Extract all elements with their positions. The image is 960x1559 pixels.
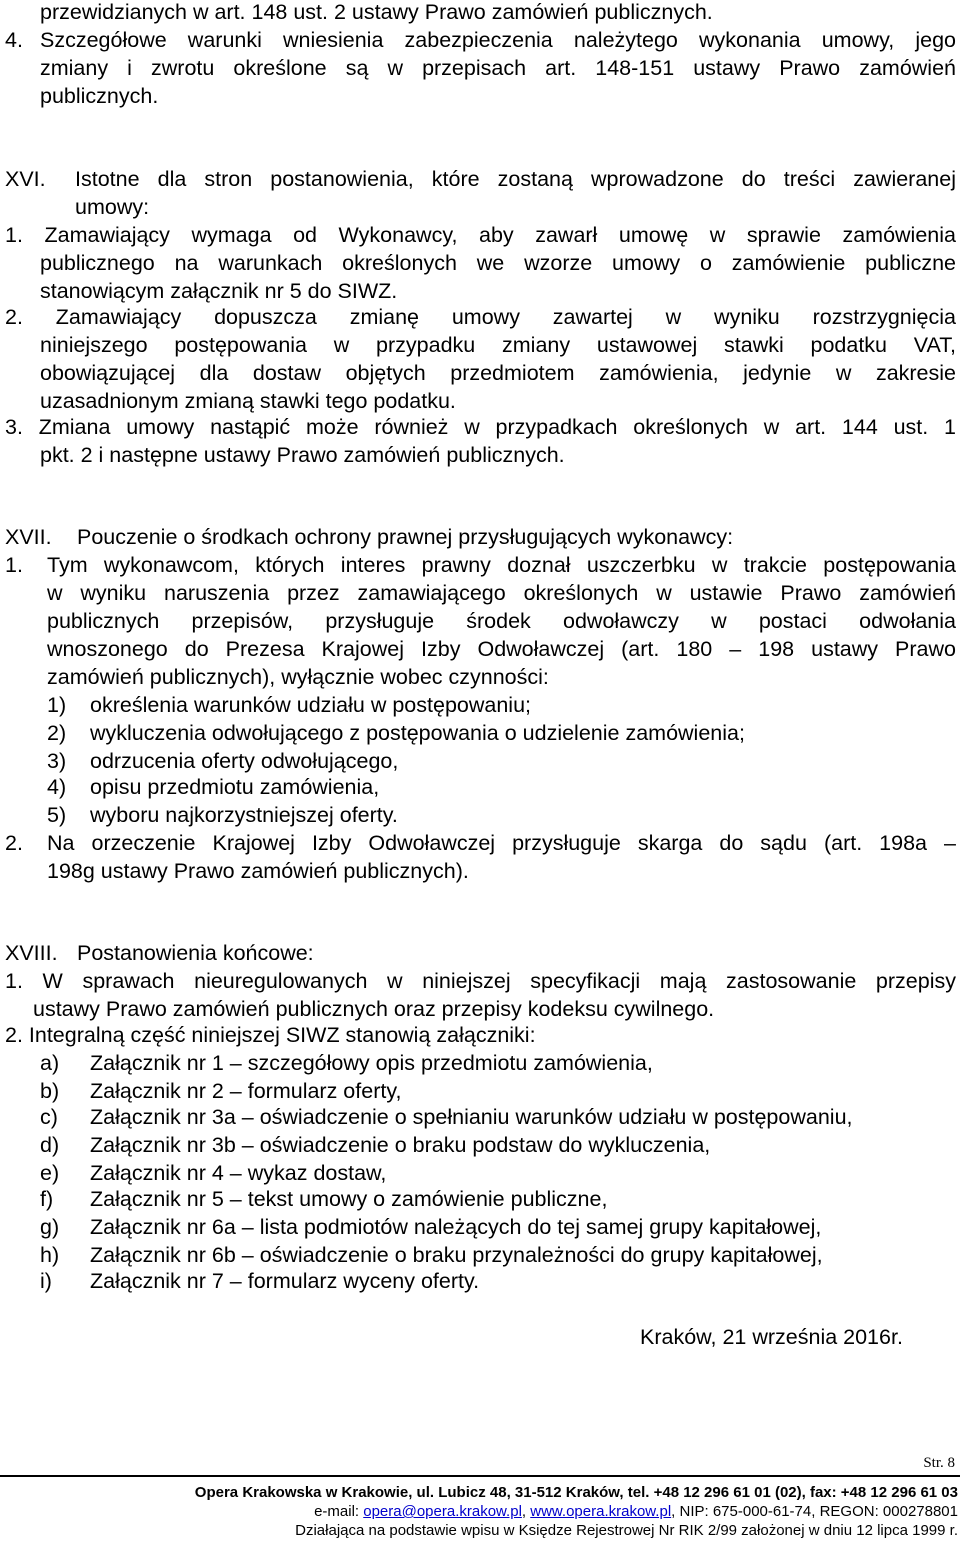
- page-number: Str. 8: [923, 1455, 955, 1471]
- footer-email-link[interactable]: opera@opera.krakow.pl: [363, 1503, 522, 1520]
- attachment-item: Załącznik nr 5 – tekst umowy o zamówienie publiczne,: [90, 1187, 608, 1211]
- attachment-item-letter: a): [40, 1051, 60, 1075]
- section-xvii-number: XVII.: [5, 525, 52, 549]
- list-item: odrzucenia oferty odwołującego,: [90, 749, 399, 773]
- attachment-item-letter: c): [40, 1105, 58, 1129]
- section-xvii-p1-number: 1.: [5, 553, 23, 577]
- attachment-item: Załącznik nr 7 – formularz wyceny oferty.: [90, 1269, 480, 1293]
- attachment-item-letter: h): [40, 1243, 60, 1267]
- section-xvii-paragraph: publicznych przepisów, przysługuje środek odwoławczy w postaci odwołania: [47, 609, 956, 633]
- intro-line: przewidzianych w art. 148 ust. 2 ustawy Prawo zamówień publicznych.: [40, 0, 713, 24]
- section-xvi-paragraph: uzasadnionym zmianą stawki tego podatku.: [40, 389, 456, 413]
- section-xvi-paragraph: pkt. 2 i następne ustawy Prawo zamówień publicznych.: [40, 443, 565, 467]
- section-xvii-title: Pouczenie o środkach ochrony prawnej przysługujących wykonawcy:: [77, 525, 734, 549]
- footer-line-address: [195, 1483, 960, 1502]
- list-item: określenia warunków udziału w postępowaniu;: [90, 693, 532, 717]
- section-xvi-paragraph: 3. Zmiana umowy nastąpić może również w przypadkach określonych w art. 144 ust. 1: [5, 415, 956, 439]
- footer-address: Opera Krakowska w Krakowie, ul. Lubicz 48, 31-512 Kraków, tel. +48 12 296 61 01 (02), fax: +48 12 296 61 03: [194, 1484, 958, 1501]
- footer-line-contacts: [314, 1502, 960, 1521]
- footer-website-link[interactable]: www.opera.krakow.pl: [530, 1503, 672, 1520]
- list-item-number: 5): [47, 803, 67, 827]
- section-xvii-paragraph: zamówień publicznych), wyłącznie wobec czynności:: [47, 665, 549, 689]
- intro-item-4-line: zmiany i zwrotu określone są w przepisach art. 148-151 ustawy Prawo zamówień: [40, 56, 956, 80]
- attachment-item-letter: f): [40, 1187, 54, 1211]
- list-item-number: 1): [47, 693, 67, 717]
- section-xvi-title: umowy:: [75, 195, 150, 219]
- section-xvii-paragraph: Na orzeczenie Krajowej Izby Odwoławczej przysługuje skarga do sądu (art. 198a –: [47, 831, 956, 855]
- list-item-number: 4): [47, 775, 67, 799]
- attachment-item: Załącznik nr 6b – oświadczenie o braku przynależności do grupy kapitałowej,: [90, 1243, 823, 1267]
- attachment-item: Załącznik nr 4 – wykaz dostaw,: [90, 1161, 387, 1185]
- footer-divider: [0, 1475, 960, 1477]
- footer-separator: ,: [521, 1503, 527, 1520]
- document-date: Kraków, 21 września 2016r.: [640, 1325, 903, 1349]
- section-xvii-paragraph: w wyniku naruszenia przez zamawiającego określonych w ustawie Prawo zamówień: [47, 581, 956, 605]
- footer-registration: Działająca na podstawie wpisu w Księdze Rejestrowej Nr RIK 2/99 założonej w dniu 12 lipca 1999 r.: [295, 1522, 958, 1539]
- footer-ids: , NIP: 675-000-61-74, REGON: 000278801: [671, 1503, 958, 1520]
- section-xvii-p2-number: 2.: [5, 831, 23, 855]
- section-xviii-title: Postanowienia końcowe:: [77, 941, 314, 965]
- list-item: opisu przedmiotu zamówienia,: [90, 775, 380, 799]
- section-xvii-paragraph: wnoszonego do Prezesa Krajowej Izby Odwoławczej (art. 180 – 198 ustawy Prawo: [47, 637, 956, 661]
- attachment-item-letter: e): [40, 1161, 60, 1185]
- attachment-item-letter: g): [40, 1215, 60, 1239]
- list-item: wyboru najkorzystniejszej oferty.: [90, 803, 398, 827]
- section-xvi-number: XVI.: [5, 167, 46, 191]
- footer-email-label: e-mail:: [314, 1503, 360, 1520]
- section-xvi-paragraph: stanowiącym załącznik nr 5 do SIWZ.: [40, 279, 398, 303]
- list-item: wykluczenia odwołującego z postępowania o udzielenie zamówienia;: [90, 721, 745, 745]
- section-xviii-paragraph: 1. W sprawach nieuregulowanych w niniejszej specyfikacji mają zastosowanie przepisy: [5, 969, 956, 993]
- attachment-item: Załącznik nr 6a – lista podmiotów należących do tej samej grupy kapitałowej,: [90, 1215, 822, 1239]
- attachment-item-letter: d): [40, 1133, 60, 1157]
- intro-item-4-number: 4.: [5, 28, 23, 52]
- attachment-item: Załącznik nr 1 – szczegółowy opis przedmiotu zamówienia,: [90, 1051, 653, 1075]
- section-xvi-paragraph: 1. Zamawiający wymaga od Wykonawcy, aby zawarł umowę w sprawie zamówienia: [5, 223, 956, 247]
- section-xvi-paragraph: publicznego na warunkach określonych we wzorze umowy o zamówienie publiczne: [40, 251, 956, 275]
- attachment-item: Załącznik nr 2 – formularz oferty,: [90, 1079, 402, 1103]
- section-xvi-paragraph: niniejszego postępowania w przypadku zmiany ustawowej stawki podatku VAT,: [40, 333, 956, 357]
- section-xviii-paragraph: ustawy Prawo zamówień publicznych oraz przepisy kodeksu cywilnego.: [33, 997, 715, 1021]
- attachment-item-letter: i): [40, 1269, 52, 1293]
- section-xvi-title: Istotne dla stron postanowienia, które zostaną wprowadzone do treści zawieranej: [75, 167, 956, 191]
- intro-item-4-line: publicznych.: [40, 84, 159, 108]
- attachment-item-letter: b): [40, 1079, 60, 1103]
- attachment-item: Załącznik nr 3b – oświadczenie o braku podstaw do wykluczenia,: [90, 1133, 711, 1157]
- section-xvii-paragraph: Tym wykonawcom, których interes prawny doznał uszczerbku w trakcie postępowania: [47, 553, 956, 577]
- section-xviii-number: XVIII.: [5, 941, 58, 965]
- intro-item-4-line: Szczegółowe warunki wniesienia zabezpieczenia należytego wykonania umowy, jego: [40, 28, 956, 52]
- section-xvi-paragraph: 2. Zamawiający dopuszcza zmianę umowy zawartej w wyniku rozstrzygnięcia: [5, 305, 956, 329]
- section-xviii-paragraph: 2. Integralną część niniejszej SIWZ stanowią załączniki:: [5, 1023, 536, 1047]
- list-item-number: 3): [47, 749, 67, 773]
- section-xvii-paragraph: 198g ustawy Prawo zamówień publicznych).: [47, 859, 469, 883]
- list-item-number: 2): [47, 721, 67, 745]
- section-xvi-paragraph: obowiązującej dla dostaw objętych przedmiotem zamówienia, jedynie w zakresie: [40, 361, 956, 385]
- attachment-item: Załącznik nr 3a – oświadczenie o spełnianiu warunków udziału w postępowaniu,: [90, 1105, 853, 1129]
